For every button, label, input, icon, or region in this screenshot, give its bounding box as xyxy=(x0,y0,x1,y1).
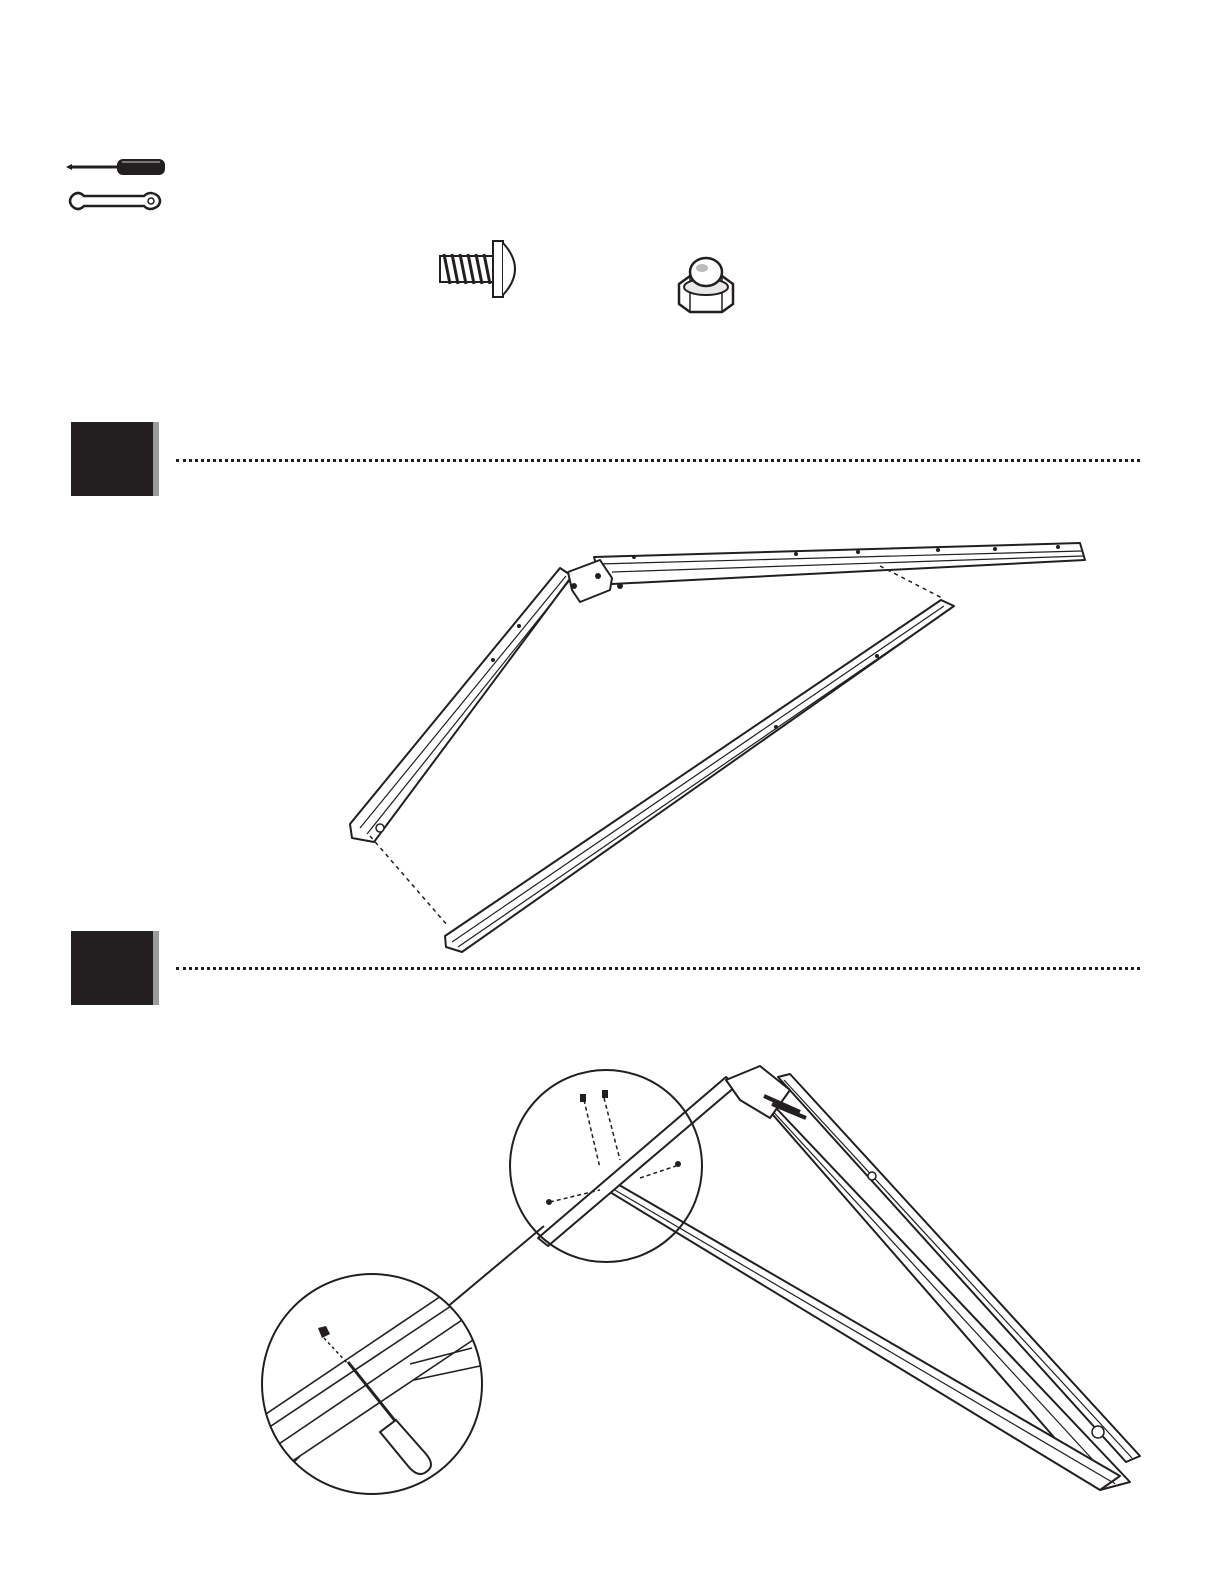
detail-callout-upper xyxy=(510,1070,702,1262)
